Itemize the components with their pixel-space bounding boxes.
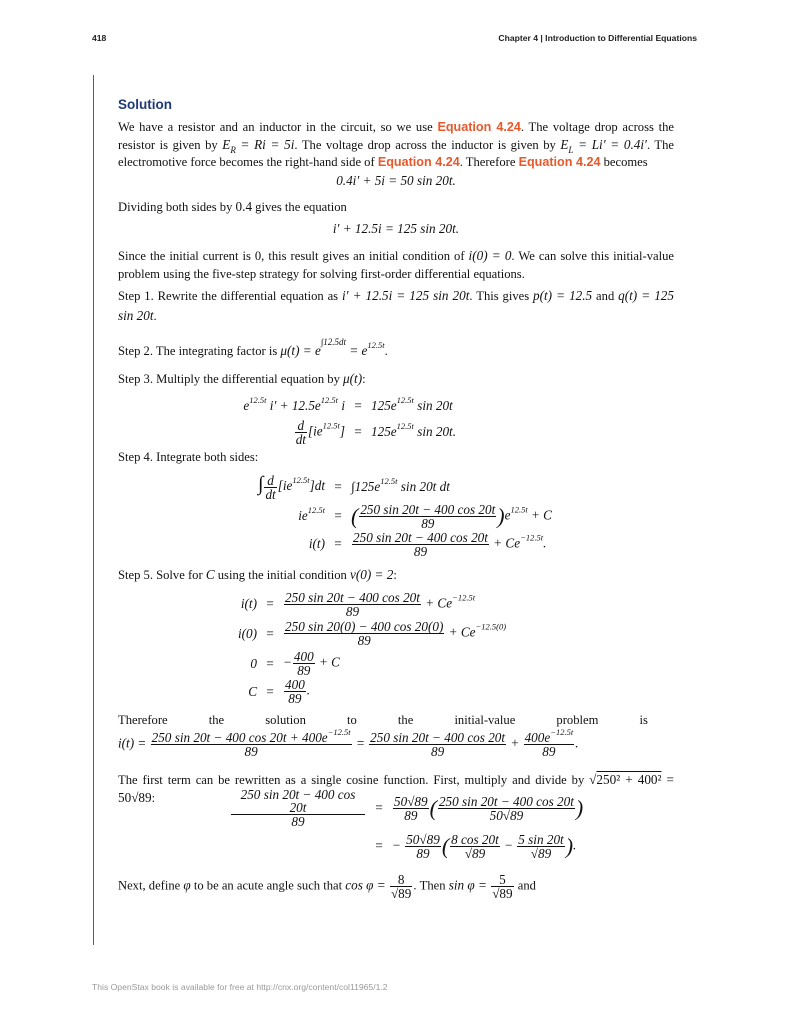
word: the bbox=[208, 713, 225, 727]
text: Next, define bbox=[118, 878, 184, 893]
word: the bbox=[397, 713, 414, 727]
paren: ( bbox=[351, 503, 359, 528]
equation-row bbox=[230, 826, 583, 866]
denominator: 89 bbox=[421, 515, 435, 531]
equation-row bbox=[150, 649, 506, 678]
math: + bbox=[507, 735, 523, 751]
footer-availability: This OpenStax book is available for free at http://cnx.org/content/col11965/1.2 bbox=[92, 982, 388, 992]
rhs bbox=[392, 833, 576, 860]
math: φ bbox=[183, 877, 191, 893]
math: = Ri = 5i bbox=[235, 137, 295, 152]
denominator: 89 bbox=[288, 691, 302, 706]
math: + Ce bbox=[489, 535, 521, 551]
rhs bbox=[351, 476, 450, 495]
denominator: 89 bbox=[244, 744, 258, 759]
math: q(t) = 125 sin 20t bbox=[118, 288, 674, 323]
step-3-equations bbox=[200, 394, 456, 446]
math: 400e bbox=[524, 730, 551, 745]
integral-sign: ∫ bbox=[257, 473, 264, 496]
lhs: i(t) bbox=[308, 536, 325, 551]
rhs bbox=[283, 591, 475, 618]
lhs: 0 bbox=[250, 655, 257, 671]
fraction bbox=[390, 873, 412, 900]
text: gives the equation bbox=[252, 200, 347, 214]
numerator: 8 cos 20t bbox=[451, 831, 499, 847]
step-1 bbox=[118, 286, 674, 326]
math: ∫12.5dt bbox=[320, 337, 347, 347]
equals: = bbox=[333, 479, 343, 494]
denominator: √89 bbox=[464, 845, 486, 861]
rhs bbox=[371, 421, 457, 440]
word: to bbox=[347, 713, 357, 727]
denominator: 89 bbox=[404, 807, 418, 823]
math: R bbox=[230, 145, 236, 155]
math: 12.5t bbox=[367, 340, 385, 350]
fraction bbox=[151, 727, 352, 759]
math: i′ + 12.5i = 125 sin 20t bbox=[341, 288, 470, 303]
paren: ) bbox=[575, 795, 584, 820]
math: E bbox=[222, 137, 231, 152]
fraction bbox=[491, 873, 513, 900]
math: = Li′ = 0.4i′ bbox=[573, 137, 647, 152]
math: 250² + 400² bbox=[596, 772, 662, 787]
math: + Ce bbox=[445, 624, 476, 640]
math: − bbox=[283, 654, 292, 670]
equals: = bbox=[265, 655, 275, 671]
math: ]dt bbox=[309, 478, 325, 494]
denominator: dt bbox=[295, 431, 306, 447]
math: = 50√89 bbox=[118, 772, 674, 805]
math: −12.5t bbox=[520, 532, 544, 543]
fraction bbox=[284, 678, 306, 705]
text: Step 2. The integrating factor is bbox=[118, 344, 281, 358]
numerator bbox=[524, 727, 575, 745]
math: sin φ = bbox=[448, 877, 491, 893]
paragraph-divide bbox=[118, 198, 674, 216]
fraction bbox=[450, 833, 500, 860]
rhs bbox=[283, 650, 340, 677]
equals: = bbox=[333, 536, 343, 551]
equals: = bbox=[353, 424, 363, 439]
step-4 bbox=[118, 449, 674, 466]
math: . bbox=[573, 837, 577, 853]
math: −12.5(0) bbox=[475, 621, 507, 632]
math: − bbox=[500, 837, 517, 853]
denominator: 89 bbox=[291, 814, 305, 829]
step-4-equations bbox=[200, 472, 552, 558]
fraction bbox=[438, 795, 575, 822]
equals: = bbox=[265, 625, 275, 641]
denominator: 50√89 bbox=[489, 807, 524, 823]
denominator: 89 bbox=[542, 744, 556, 759]
denominator: √89 bbox=[390, 886, 412, 901]
math: e bbox=[243, 398, 250, 413]
numerator: 5 sin 20t bbox=[518, 831, 564, 847]
equation-row bbox=[200, 418, 456, 446]
math: . bbox=[575, 735, 579, 751]
paren: ) bbox=[497, 503, 505, 528]
lhs bbox=[200, 419, 345, 446]
text: becomes bbox=[600, 155, 648, 169]
therefore-line bbox=[118, 713, 648, 728]
math: 0.4 bbox=[235, 199, 253, 214]
math: E bbox=[560, 137, 569, 152]
math: v(0) = 2 bbox=[349, 567, 394, 582]
fraction bbox=[517, 833, 564, 860]
math-er bbox=[222, 137, 295, 155]
rhs bbox=[283, 678, 310, 705]
equation-row bbox=[150, 590, 506, 618]
text: Step 4. Integrate both sides: bbox=[118, 450, 259, 464]
numerator: 400 bbox=[293, 649, 314, 664]
rhs bbox=[351, 503, 552, 530]
equation-row bbox=[200, 502, 552, 530]
denominator: 89 bbox=[413, 543, 428, 559]
text: and bbox=[514, 878, 536, 893]
fraction bbox=[284, 591, 421, 618]
math: 12.5t bbox=[307, 505, 325, 515]
fraction bbox=[352, 531, 489, 558]
math: i(0) = 0 bbox=[468, 248, 512, 263]
numerator: 250 sin 20t − 400 cos 20t bbox=[285, 589, 420, 605]
equals: = bbox=[374, 800, 384, 815]
denominator: 89 bbox=[416, 845, 430, 861]
numerator: 400 bbox=[285, 677, 305, 692]
word: initial-value bbox=[454, 713, 516, 727]
cosine-equations bbox=[230, 787, 584, 866]
fraction bbox=[284, 620, 444, 647]
paren: ( bbox=[441, 833, 450, 858]
equation-1: 0.4i′ + 5i = 50 sin 20t. bbox=[336, 173, 456, 188]
equation-row bbox=[200, 530, 552, 558]
math: 12.5t bbox=[320, 395, 339, 405]
page-number: 418 bbox=[92, 33, 107, 43]
text: . bbox=[153, 309, 157, 323]
fraction bbox=[524, 727, 575, 759]
math: = bbox=[352, 735, 369, 751]
math: ie bbox=[298, 508, 308, 523]
text: Step 5. Solve for bbox=[118, 568, 206, 582]
equation-row bbox=[150, 678, 506, 705]
math: 250 sin 20t − 400 cos 20t + 400e bbox=[151, 730, 328, 745]
step-5-equations bbox=[150, 590, 506, 705]
numerator: 250 sin 20(0) − 400 cos 20(0) bbox=[285, 619, 444, 634]
paren: ) bbox=[565, 833, 574, 858]
chapter-title: Chapter 4 | Introduction to Differential Equations bbox=[498, 33, 697, 43]
fraction bbox=[393, 795, 429, 822]
equals: = bbox=[353, 398, 363, 413]
numerator: 5 bbox=[491, 873, 513, 887]
math: = e bbox=[346, 343, 368, 358]
fraction bbox=[264, 474, 276, 501]
next-paragraph bbox=[118, 873, 536, 900]
text: . This gives bbox=[469, 289, 534, 303]
denominator: √89 bbox=[530, 845, 552, 861]
fraction bbox=[369, 731, 506, 758]
denominator: 89 bbox=[297, 663, 311, 678]
math: − bbox=[392, 837, 405, 853]
math: 125e bbox=[371, 424, 397, 439]
equation-row bbox=[230, 787, 584, 829]
step-2 bbox=[118, 337, 674, 360]
rhs bbox=[351, 531, 546, 558]
text: using the initial condition bbox=[214, 568, 350, 582]
math: i bbox=[338, 398, 345, 413]
numerator: 250 sin 20t − 400 cos 20t bbox=[231, 788, 365, 815]
math: [ie bbox=[307, 423, 323, 439]
math: sin 20t. bbox=[413, 424, 457, 439]
fraction bbox=[231, 788, 365, 828]
denominator: 89 bbox=[431, 744, 445, 759]
rhs bbox=[371, 395, 453, 414]
text: : bbox=[151, 791, 156, 805]
text: . The voltage drop across the resistor is given by bbox=[118, 120, 674, 152]
numerator: 250 sin 20t − 400 cos 20t bbox=[438, 793, 574, 809]
numerator: 8 bbox=[390, 873, 412, 887]
text: . Then bbox=[413, 878, 449, 893]
math: 12.5t bbox=[396, 421, 414, 431]
math: ] bbox=[339, 423, 345, 439]
text: : bbox=[362, 372, 366, 386]
equals: = bbox=[333, 508, 343, 523]
text: . bbox=[384, 344, 388, 358]
text: Since the initial current is 0, this result gives an initial condition of bbox=[118, 249, 469, 263]
math: 12.5t bbox=[396, 395, 414, 405]
lhs: C bbox=[248, 683, 257, 699]
math: e bbox=[504, 507, 511, 523]
math: L bbox=[568, 145, 574, 155]
math: sin 20t bbox=[413, 398, 453, 413]
math: i′ + 12.5e bbox=[266, 398, 321, 413]
numerator: 50√89 bbox=[394, 793, 428, 809]
math: 12.5t bbox=[292, 475, 310, 486]
math: 12.5t bbox=[380, 476, 398, 486]
numerator: d bbox=[295, 419, 307, 433]
paragraph-circuit bbox=[118, 119, 674, 171]
text: and bbox=[592, 289, 619, 303]
word: problem bbox=[556, 713, 599, 727]
denominator: 89 bbox=[345, 603, 360, 619]
text: : bbox=[393, 568, 397, 582]
equation-link[interactable]: Equation 4.24 bbox=[518, 155, 601, 169]
numerator: 250 sin 20t − 400 cos 20t bbox=[353, 529, 488, 545]
math: i(t) = bbox=[118, 735, 150, 751]
equation-row bbox=[200, 472, 552, 502]
math: 125e bbox=[371, 398, 397, 413]
step-3 bbox=[118, 370, 674, 388]
equation-link[interactable]: Equation 4.24 bbox=[377, 155, 460, 169]
math: + C bbox=[315, 654, 340, 670]
text: Step 3. Multiply the differential equation by bbox=[118, 372, 344, 386]
equation-row bbox=[150, 618, 506, 649]
equation-2: i′ + 12.5i = 125 sin 20t. bbox=[332, 221, 460, 236]
text: We have a resistor and an inductor in the circuit, so we use bbox=[118, 120, 438, 134]
math: sin 20t dt bbox=[397, 479, 450, 494]
text: to be an acute angle such that bbox=[190, 878, 346, 893]
math: −12.5t bbox=[452, 592, 476, 603]
math: 12.5t bbox=[322, 420, 340, 431]
equation-link[interactable]: Equation 4.24 bbox=[437, 120, 521, 134]
lhs bbox=[200, 505, 325, 524]
fraction bbox=[293, 650, 315, 677]
text: . The electromotive force becomes the right-hand side of bbox=[118, 138, 674, 169]
numerator: 250 sin 20t − 400 cos 20t bbox=[370, 730, 506, 745]
denominator: √89 bbox=[492, 886, 513, 901]
left-rule bbox=[93, 75, 94, 945]
math-el bbox=[560, 137, 647, 155]
rhs bbox=[392, 795, 583, 822]
math: . bbox=[306, 682, 311, 698]
final-solution bbox=[118, 727, 579, 759]
text: . Therefore bbox=[459, 155, 519, 169]
math: ∫125e bbox=[351, 479, 381, 494]
fraction bbox=[359, 503, 496, 530]
lhs: i(t) bbox=[240, 596, 257, 611]
text: . The voltage drop across the inductor is given by bbox=[294, 138, 561, 152]
math: μ(t) = e bbox=[280, 343, 321, 358]
math: p(t) = 12.5 bbox=[533, 288, 593, 303]
word: is bbox=[639, 713, 648, 727]
math: + C bbox=[527, 507, 552, 523]
step-5 bbox=[118, 566, 674, 584]
math: + Ce bbox=[421, 595, 453, 611]
lhs bbox=[230, 788, 366, 828]
math: . bbox=[543, 535, 547, 551]
paragraph-initial bbox=[118, 247, 674, 283]
math: 12.5t bbox=[249, 395, 267, 405]
text: . We can solve this initial-value problem using the five-step strategy for solving first-order differential equations. bbox=[118, 249, 674, 281]
math: −12.5t bbox=[550, 727, 574, 737]
numerator: 250 sin 20t − 400 cos 20t bbox=[360, 501, 496, 517]
text: The first term can be rewritten as a single cosine function. First, multiply and divide by bbox=[118, 773, 590, 787]
denominator: 89 bbox=[357, 633, 371, 648]
paren: ( bbox=[429, 795, 437, 820]
fraction bbox=[295, 419, 307, 446]
fraction bbox=[405, 833, 441, 860]
math: cos φ = bbox=[345, 877, 389, 893]
lhs bbox=[200, 395, 345, 414]
text: Dividing both sides by bbox=[118, 200, 236, 214]
word: Therefore bbox=[118, 713, 168, 727]
math: [ie bbox=[277, 478, 293, 494]
lhs bbox=[200, 473, 325, 500]
math: C bbox=[205, 567, 215, 582]
sqrt-sign: √ bbox=[589, 772, 597, 787]
rhs bbox=[283, 620, 506, 647]
equation-row bbox=[200, 394, 456, 418]
solution-heading: Solution bbox=[118, 97, 172, 112]
equals: = bbox=[374, 838, 384, 853]
numerator: d bbox=[264, 474, 276, 488]
equals: = bbox=[265, 683, 275, 699]
math: −12.5t bbox=[327, 727, 351, 737]
math: μ(t) bbox=[343, 371, 363, 386]
math: 12.5t bbox=[510, 504, 528, 515]
lhs: i(0) bbox=[237, 625, 257, 641]
text: Step 1. Rewrite the differential equation as bbox=[118, 289, 342, 303]
equals: = bbox=[265, 596, 275, 611]
numerator: 50√89 bbox=[406, 831, 440, 847]
word: solution bbox=[265, 713, 306, 727]
denominator: dt bbox=[265, 486, 276, 502]
numerator bbox=[151, 727, 352, 745]
